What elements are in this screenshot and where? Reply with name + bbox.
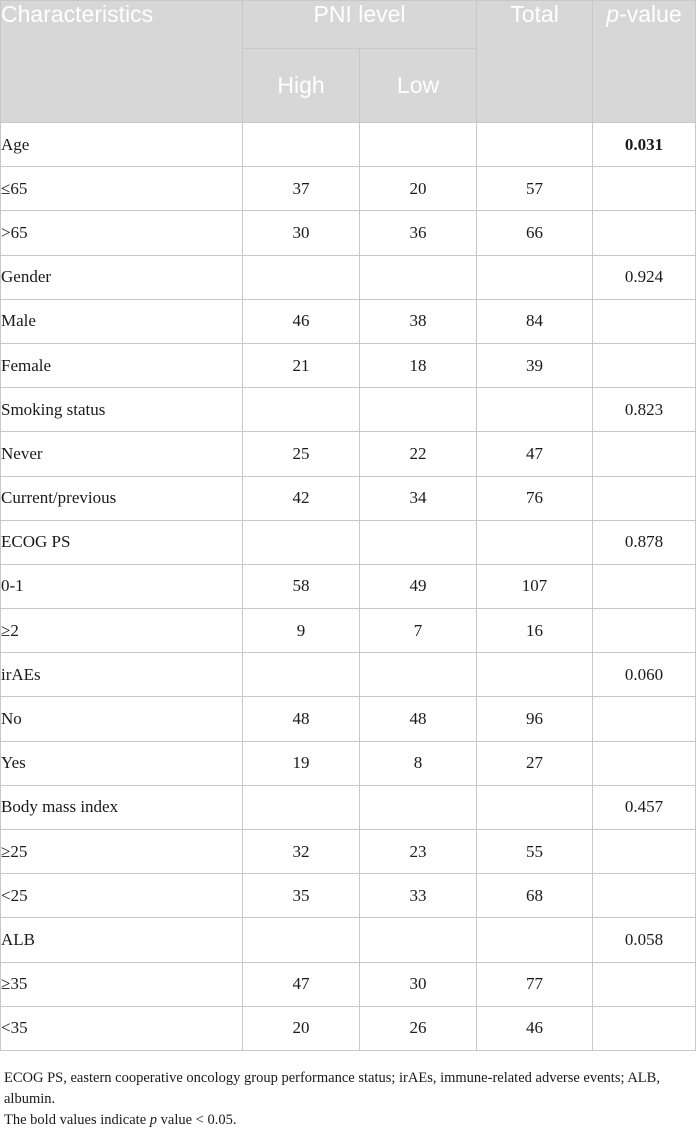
cell-total: 27: [477, 741, 593, 785]
cell-high: [243, 918, 360, 962]
cell-low: 49: [360, 564, 477, 608]
cell-high: [243, 520, 360, 564]
category-label: Gender: [1, 255, 243, 299]
subcategory-label: No: [1, 697, 243, 741]
cell-p-value: [593, 167, 696, 211]
table-header: [1, 1, 696, 123]
cell-low: 38: [360, 299, 477, 343]
cell-low: 34: [360, 476, 477, 520]
cell-total: [477, 123, 593, 167]
cell-total: 57: [477, 167, 593, 211]
subcategory-label: ≥25: [1, 830, 243, 874]
footnote-bold-italic: p: [149, 1112, 158, 1128]
header-total: Total: [477, 1, 593, 123]
header-p-italic: p: [606, 1, 620, 27]
cell-total: 68: [477, 874, 593, 918]
subcategory-label: Yes: [1, 741, 243, 785]
cell-high: 19: [243, 741, 360, 785]
header-high: High: [243, 49, 360, 123]
cell-low: 23: [360, 830, 477, 874]
cell-total: [477, 388, 593, 432]
header-characteristics: Characteristics: [1, 1, 243, 123]
cell-total: 76: [477, 476, 593, 520]
cell-p-value: [593, 211, 696, 255]
cell-p-value: [593, 697, 696, 741]
cell-p-value: [593, 1006, 696, 1050]
cell-p-value: [593, 476, 696, 520]
table-row-subcategory: [1, 476, 696, 520]
cell-total: [477, 918, 593, 962]
cell-low: [360, 388, 477, 432]
cell-total: 77: [477, 962, 593, 1006]
cell-low: 33: [360, 874, 477, 918]
table-row-subcategory: [1, 1006, 696, 1050]
cell-total: 84: [477, 299, 593, 343]
cell-p-value: [593, 874, 696, 918]
footnote-bold-post: value < 0.05.: [157, 1112, 237, 1128]
table-row-subcategory: [1, 564, 696, 608]
cell-low: [360, 123, 477, 167]
cell-high: 46: [243, 299, 360, 343]
cell-total: 107: [477, 564, 593, 608]
cell-total: 16: [477, 609, 593, 653]
cell-high: 25: [243, 432, 360, 476]
subcategory-label: ≥2: [1, 609, 243, 653]
cell-high: [243, 123, 360, 167]
cell-total: 66: [477, 211, 593, 255]
cell-p-value: 0.924: [593, 255, 696, 299]
cell-high: 42: [243, 476, 360, 520]
table-row-subcategory: [1, 697, 696, 741]
table-row-category: [1, 123, 696, 167]
subcategory-label: Female: [1, 343, 243, 387]
table-row-category: [1, 520, 696, 564]
cell-low: 7: [360, 609, 477, 653]
subcategory-label: >65: [1, 211, 243, 255]
table-row-category: [1, 255, 696, 299]
cell-total: 96: [477, 697, 593, 741]
subcategory-label: <25: [1, 874, 243, 918]
category-label: Age: [1, 123, 243, 167]
subcategory-label: Male: [1, 299, 243, 343]
header-low: Low: [360, 49, 477, 123]
header-p-value: [593, 1, 696, 123]
category-label: irAEs: [1, 653, 243, 697]
table-row-category: [1, 653, 696, 697]
cell-p-value: [593, 830, 696, 874]
cell-total: [477, 255, 593, 299]
cell-p-value: 0.457: [593, 785, 696, 829]
category-label: ECOG PS: [1, 520, 243, 564]
header-p-rest: -value: [619, 1, 682, 27]
cell-low: 36: [360, 211, 477, 255]
cell-low: 20: [360, 167, 477, 211]
subcategory-label: Current/previous: [1, 476, 243, 520]
table-row-subcategory: [1, 432, 696, 476]
subcategory-label: <35: [1, 1006, 243, 1050]
cell-low: 18: [360, 343, 477, 387]
cell-high: 37: [243, 167, 360, 211]
cell-p-value: [593, 609, 696, 653]
cell-total: [477, 520, 593, 564]
cell-low: [360, 255, 477, 299]
cell-total: [477, 653, 593, 697]
cell-high: [243, 255, 360, 299]
footnote-bold-values: [4, 1110, 694, 1131]
footnote-bold-pre: The bold values indicate: [4, 1112, 150, 1128]
cell-low: 8: [360, 741, 477, 785]
cell-total: 39: [477, 343, 593, 387]
table-row-subcategory: [1, 741, 696, 785]
table-row-category: [1, 918, 696, 962]
cell-low: [360, 653, 477, 697]
cell-p-value: [593, 741, 696, 785]
cell-high: 58: [243, 564, 360, 608]
cell-p-value: 0.031: [593, 123, 696, 167]
cell-p-value: 0.823: [593, 388, 696, 432]
subcategory-label: ≥35: [1, 962, 243, 1006]
cell-high: 47: [243, 962, 360, 1006]
cell-p-value: [593, 343, 696, 387]
table-row-subcategory: [1, 609, 696, 653]
table-footnotes: [4, 1068, 694, 1131]
cell-high: 48: [243, 697, 360, 741]
table-row-subcategory: [1, 167, 696, 211]
cell-high: 32: [243, 830, 360, 874]
header-pni-level: PNI level: [243, 1, 477, 49]
footnote-abbreviations: ECOG PS, eastern cooperative oncology group performance status; irAEs, immune-related adverse events; ALB, albumin.: [4, 1070, 660, 1107]
cell-low: 48: [360, 697, 477, 741]
cell-high: 9: [243, 609, 360, 653]
cell-high: 20: [243, 1006, 360, 1050]
cell-total: 47: [477, 432, 593, 476]
cell-p-value: [593, 962, 696, 1006]
cell-total: 46: [477, 1006, 593, 1050]
cell-high: 21: [243, 343, 360, 387]
table-body: [1, 123, 696, 1051]
cell-p-value: [593, 432, 696, 476]
table-row-subcategory: [1, 211, 696, 255]
table-row-subcategory: [1, 830, 696, 874]
cell-low: 30: [360, 962, 477, 1006]
cell-high: 35: [243, 874, 360, 918]
cell-low: [360, 785, 477, 829]
cell-total: [477, 785, 593, 829]
cell-high: [243, 785, 360, 829]
subcategory-label: Never: [1, 432, 243, 476]
table-row-category: [1, 785, 696, 829]
category-label: Smoking status: [1, 388, 243, 432]
subcategory-label: 0-1: [1, 564, 243, 608]
table-row-subcategory: [1, 299, 696, 343]
cell-p-value: 0.058: [593, 918, 696, 962]
subcategory-label: ≤65: [1, 167, 243, 211]
cell-high: 30: [243, 211, 360, 255]
cell-total: 55: [477, 830, 593, 874]
category-label: ALB: [1, 918, 243, 962]
category-label: Body mass index: [1, 785, 243, 829]
cell-high: [243, 388, 360, 432]
cell-high: [243, 653, 360, 697]
cell-p-value: 0.060: [593, 653, 696, 697]
table-row-subcategory: [1, 343, 696, 387]
table-row-category: [1, 388, 696, 432]
cell-p-value: [593, 564, 696, 608]
cell-low: [360, 520, 477, 564]
cell-p-value: [593, 299, 696, 343]
cell-p-value: 0.878: [593, 520, 696, 564]
cell-low: 22: [360, 432, 477, 476]
table-row-subcategory: [1, 874, 696, 918]
cell-low: [360, 918, 477, 962]
table-row-subcategory: [1, 962, 696, 1006]
cell-low: 26: [360, 1006, 477, 1050]
